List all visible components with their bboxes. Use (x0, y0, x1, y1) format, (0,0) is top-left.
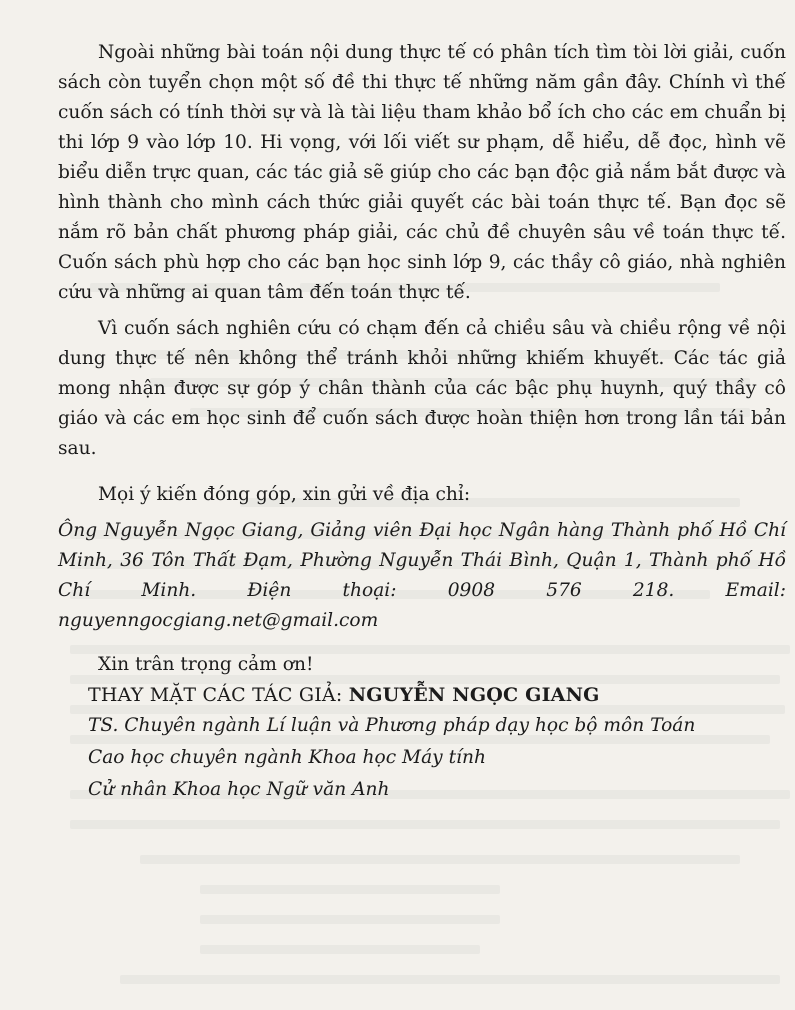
contact-intro: Mọi ý kiến đóng góp, xin gửi về địa chỉ: (98, 484, 471, 505)
paragraph-intro: Ngoài những bài toán nội dung thực tế có phân tích tìm tòi lời giải, cuốn sách còn tuyển chọn một số đề thi thực tế những năm gần đây. Chính vì thế cuốn sách có tính thời sự và là tài liệu tham khảo bổ ích cho các em chuẩn bị thi lớp 9 vào lớp 10. Hi vọng, với lối viết sư phạm, dễ hiểu, dễ đọc, hình vẽ biểu diễn trực quan, các tác giả sẽ giúp cho các bạn độc giả nắm bắt được và hình thành cho mình cách thức giải quyết các bài toán thực tế. Bạn đọc sẽ nắm rõ bản chất phương pháp giải, các chủ đề chuyên sâu về toán thực tế. Cuốn sách phù hợp cho các bạn học sinh lớp 9, các thầy cô giáo, nhà nghiên cứu và những ai quan tâm đến toán thực tế. (58, 42, 786, 303)
signature-heading (88, 680, 786, 710)
credential-line: TS. Chuyên ngành Lí luận và Phương pháp dạy học bộ môn Toán (88, 715, 696, 736)
signature-prefix: THAY MẶT CÁC TÁC GIẢ: (88, 684, 349, 706)
paragraph-feedback: Vì cuốn sách nghiên cứu có chạm đến cả chiều sâu và chiều rộng về nội dung thực tế nên không thể tránh khỏi những khiếm khuyết. Các tác giả mong nhận được sự góp ý chân thành của các bậc phụ huynh, quý thầy cô giáo và các em học sinh để cuốn sách được hoàn thiện hơn trong lần tái bản sau. (58, 318, 786, 459)
credential-line: Cử nhân Khoa học Ngữ văn Anh (88, 779, 390, 800)
document-page (58, 38, 786, 806)
contact-address: Ông Nguyễn Ngọc Giang, Giảng viên Đại học Ngân hàng Thành phố Hồ Chí Minh, 36 Tôn Thất Đạm, Phường Nguyễn Thái Bình, Quận 1, Thành phố Hồ Chí Minh. Điện thoại: 0908 576 218. Email: nguyenngocgiang.net@gmail.com (58, 520, 786, 631)
credential-line: Cao học chuyên ngành Khoa học Máy tính (88, 747, 486, 768)
signature-name: NGUYỄN NGỌC GIANG (348, 684, 600, 706)
thanks-line: Xin trân trọng cảm ơn! (98, 654, 314, 675)
